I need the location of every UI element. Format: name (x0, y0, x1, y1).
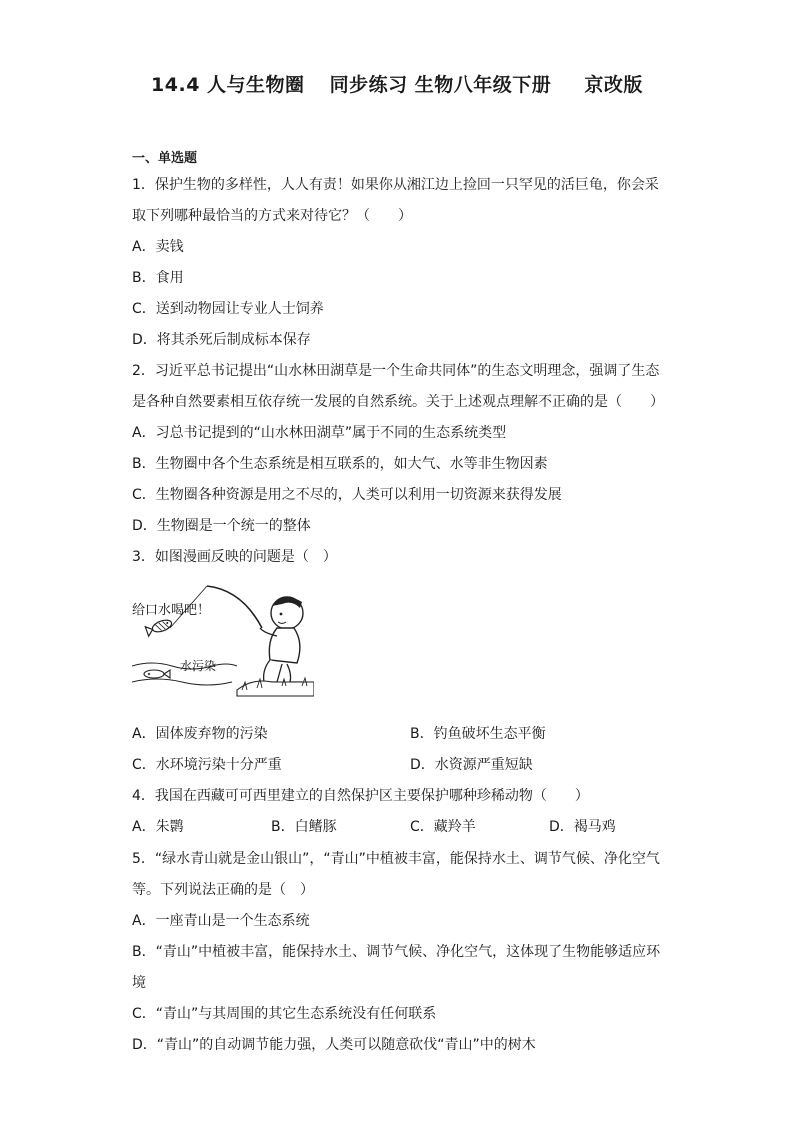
q2-option-c: C．生物圈各种资源是用之不尽的，人类可以利用一切资源来获得发展 (132, 487, 562, 503)
title-part-3: 京改版 (584, 74, 643, 96)
section-heading: 一、单选题 (132, 151, 198, 166)
fishing-cartoon-image (132, 578, 314, 703)
title-part-2: 同步练习 生物八年级下册 (329, 74, 552, 96)
q2-option-b: B．生物圈中各个生态系统是相互联系的，如大气、水等非生物因素 (132, 456, 548, 472)
q4-stem: 4．我国在西藏可可西里建立的自然保护区主要保护哪种珍稀动物（ ） (132, 788, 589, 804)
q5-option-b-line-1: B．“青山”中植被丰富，能保持水土、调节气候、净化空气，这体现了生物能够适应环 (132, 944, 661, 960)
q5-stem-line-2: 等。下列说法正确的是（ ） (132, 882, 314, 898)
q5-option-a: A．一座青山是一个生态系统 (132, 913, 310, 929)
q1-option-a: A．卖钱 (132, 239, 184, 255)
q2-option-a: A．习总书记提到的“山水林田湖草”属于不同的生态系统类型 (132, 425, 507, 441)
q3-option-b: B．钓鱼破坏生态平衡 (410, 726, 546, 742)
q5-option-d: D．“青山”的自动调节能力强，人类可以随意砍伐“青山”中的树木 (132, 1037, 536, 1053)
title-part-1: 14.4 人与生物圈 (151, 74, 305, 96)
q3-option-a: A．固体废弃物的污染 (132, 726, 268, 742)
page-title (0, 70, 794, 97)
q4-option-d: D．褐马鸡 (549, 819, 616, 835)
q2-option-d: D．生物圈是一个统一的整体 (132, 518, 311, 534)
q4-option-a: A．朱鹮 (132, 819, 184, 835)
q1-option-c: C．送到动物园让专业人士饲养 (132, 301, 324, 317)
q3-option-c: C．水环境污染十分严重 (132, 757, 282, 773)
q5-option-b-line-2: 境 (132, 975, 146, 991)
q2-stem-line-1: 2．习近平总书记提出“山水林田湖草是一个生命共同体”的生态文明理念，强调了生态 (132, 363, 660, 379)
cartoon-speech-text: 给口水喝吧！ (132, 603, 211, 618)
q5-option-c: C．“青山”与其周围的其它生态系统没有任何联系 (132, 1006, 437, 1022)
q2-stem-line-2: 是各种自然要素相互依存统一发展的自然系统。关于上述观点理解不正确的是（ ） (132, 394, 664, 410)
q3-stem: 3．如图漫画反映的问题是（ ） (132, 549, 337, 565)
q1-option-b: B．食用 (132, 270, 184, 286)
q1-stem-line-1: 1．保护生物的多样性，人人有责！如果你从湘江边上捡回一只罕见的活巨龟，你会采 (132, 177, 659, 193)
q3-option-d: D．水资源严重短缺 (410, 757, 533, 773)
q1-option-d: D．将其杀死后制成标本保存 (132, 332, 311, 348)
q4-option-b: B．白鳍豚 (271, 819, 337, 835)
cartoon-pollution-label: 水污染 (180, 659, 217, 673)
q1-stem-line-2: 取下列哪种最恰当的方式来对待它？（ ） (132, 208, 412, 224)
q4-option-c: C．藏羚羊 (410, 819, 476, 835)
q5-stem-line-1: 5．“绿水青山就是金山银山”，“青山”中植被丰富，能保持水土、调节气候、净化空气 (132, 851, 660, 867)
